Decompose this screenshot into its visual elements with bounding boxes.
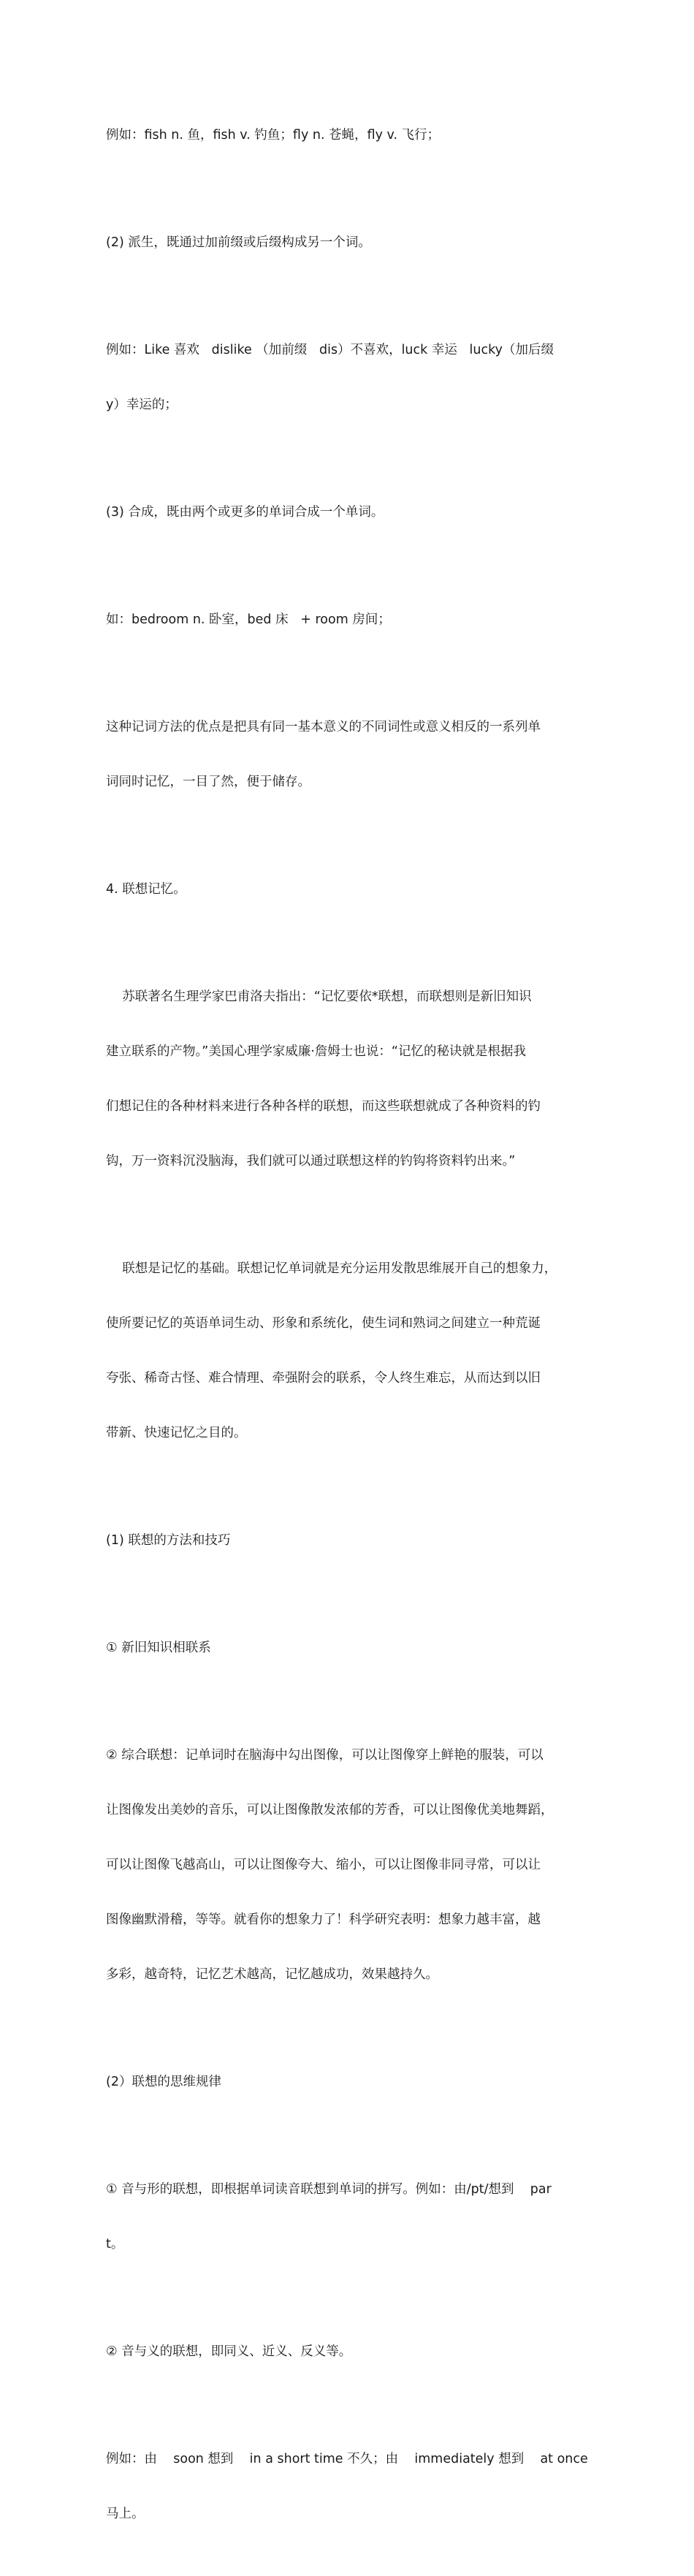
derivation-heading [106,197,595,289]
text-line: t。 [106,2237,124,2252]
thinking-rules-subheading [106,2037,595,2128]
text-line: 如：bedroom n. 卧室，bed 床 + room 房间； [106,612,391,627]
rule-example-paragraph [106,2414,595,2560]
text-line: 联想是记忆的基础。联想记忆单词就是充分运用发散思维展开自己的想象力， [106,1261,557,1276]
text-line: 可以让图像飞越高山，可以让图像夸大、缩小，可以让图像非同寻常，可以让 [106,1858,541,1872]
text-line: 例如：fish n. 鱼，fish v. 钓鱼；fly n. 苍蝇，fly v. 飞行； [106,128,441,143]
association-basis-paragraph [106,1223,595,1479]
text-line: 例如：由 soon 想到 in a short time 不久；由 immediately 想到 at once [106,2452,588,2466]
method-advantage-paragraph [106,682,595,828]
text-line: 让图像发出美妙的音乐，可以让图像散发浓郁的芳香，可以让图像优美地舞蹈， [106,1803,554,1817]
pavlov-quote-paragraph [106,951,595,1207]
text-line: y）幸运的； [106,398,178,412]
text-line: ② 综合联想：记单词时在脑海中勾出图像，可以让图像穿上鲜艳的服装，可以 [106,1748,544,1763]
text-line: 使所要记忆的英语单词生动、形象和系统化，使生词和熟词之间建立一种荒诞 [106,1316,541,1331]
text-line: 4. 联想记忆。 [106,882,186,897]
text-line: (2）联想的思维规律 [106,2075,221,2089]
text-line: 例如：Like 喜欢 dislike （加前缀 dis）不喜欢，luck 幸运 lucky（加后缀 [106,343,554,357]
text-line: 们想记住的各种材料来进行各种各样的联想，而这些联想就成了各种资料的钓 [106,1099,541,1114]
method-item-1 [106,1603,595,1694]
text-line: 夸张、稀奇古怪、难合情理、牵强附会的联系，令人终生难忘，从而达到以旧 [106,1371,541,1386]
text-line: (3) 合成，既由两个或更多的单词合成一个单词。 [106,505,384,520]
text-line: 带新、快速记忆之目的。 [106,1426,247,1440]
text-line: 苏联著名生理学家巴甫洛夫指出：“记忆要依*联想，而联想则是新旧知识 [106,989,532,1004]
text-line: 建立联系的产物。”美国心理学家威廉·詹姆士也说：“记忆的秘诀就是根据我 [106,1044,526,1059]
text-line: 这种记词方法的优点是把具有同一基本意义的不同词性或意义相反的一系列单 [106,720,541,734]
document-page [106,90,595,2576]
text-line: 多彩，越奇特，记忆艺术越高，记忆越成功，效果越持久。 [106,1967,438,1982]
compounding-heading [106,467,595,558]
rule-item-1 [106,2144,595,2290]
example-compounding-paragraph [106,574,595,666]
text-line: 钩，万一资料沉没脑海，我们就可以通过联想这样的钓钩将资料钓出来。” [106,1154,516,1169]
method-item-2 [106,1710,595,2021]
text-line: ① 音与形的联想，即根据单词读音联想到单词的拼写。例如：由/pt/想到 par [106,2182,552,2197]
text-line: 马上。 [106,2507,145,2521]
rule-item-2 [106,2306,595,2398]
text-line: 词同时记忆，一目了然，便于储存。 [106,775,310,789]
text-line: (2) 派生，既通过加前缀或后缀构成另一个词。 [106,235,371,250]
text-line: ① 新旧知识相联系 [106,1641,211,1655]
association-memory-heading [106,844,595,935]
text-line: (1) 联想的方法和技巧 [106,1533,231,1548]
example-conversion-paragraph [106,90,595,181]
text-line: ② 音与义的联想，即同义、近义、反义等。 [106,2344,352,2359]
text-line: 图像幽默滑稽，等等。就看你的想象力了！科学研究表明：想象力越丰富，越 [106,1912,541,1927]
example-derivation-paragraph [106,305,595,451]
methods-subheading [106,1495,595,1587]
